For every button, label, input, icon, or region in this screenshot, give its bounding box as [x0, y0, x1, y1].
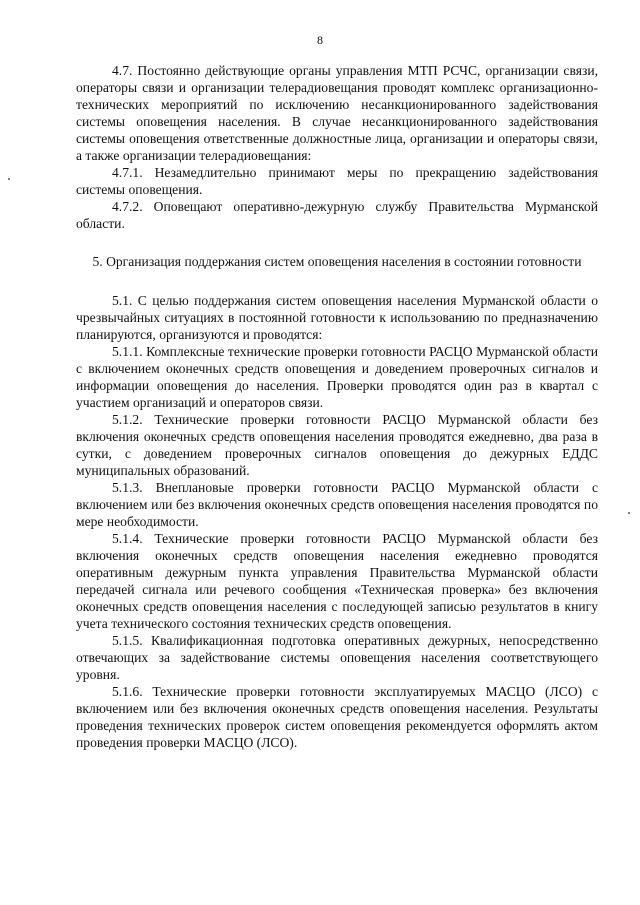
paragraph-5-1-1: 5.1.1. Комплексные технические проверки готовности РАСЦО Мурманской области с включением оконечных средств оповещения и доведением проверочных сигналов и информации оповещения до населения. Проверки проводятся один раз в квартал с участием организаций и операторов связи.: [76, 344, 598, 410]
page-number: 8: [317, 33, 323, 47]
paragraph-4-7-1: 4.7.1. Незамедлительно принимают меры по прекращению задействования системы оповещения.: [76, 165, 598, 197]
paragraph-5-1-4: 5.1.4. Технические проверки готовности РАСЦО Мурманской области без включения оконечных средств оповещения населения ежедневно проводятся оперативным дежурным пункта управления Правительства Мурманской области передачей сигнала или речевого сообщения «Техническая проверка» без включения оконечных средств оповещения населения с последующей записью результатов в книгу учета технического состояния технических средств оповещения.: [76, 531, 598, 631]
document-body: [76, 62, 598, 751]
section-5-heading: 5. Организация поддержания систем оповещения населения в состоянии готовности: [92, 254, 582, 269]
paragraph-5-1-6: 5.1.6. Технические проверки готовности эксплуатируемых МАСЦО (ЛСО) с включением или без включения оконечных средств оповещения населения. Результаты проведения технических проверок систем оповещения рекомендуется оформлять актом проведения проверки МАСЦО (ЛСО).: [76, 684, 598, 750]
scan-speck: [628, 512, 630, 514]
paragraph-4-7: 4.7. Постоянно действующие органы управления МТП РСЧС, организации связи, операторы связи и организации телерадиовещания проводят комплекс организационно-технических мероприятий по исключению несанкционированного задействования системы оповещения населения. В случае несанкционированного задействования системы оповещения ответственные должностные лица, организации и операторы связи, а также организации телерадиовещания:: [76, 63, 598, 163]
paragraph-4-7-2: 4.7.2. Оповещают оперативно-дежурную службу Правительства Мурманской области.: [76, 199, 598, 231]
scan-speck: [8, 178, 10, 180]
paragraph-5-1-3: 5.1.3. Внеплановые проверки готовности РАСЦО Мурманской области с включением или без включения оконечных средств оповещения населения проводятся по мере необходимости.: [76, 480, 598, 529]
paragraph-5-1-2: 5.1.2. Технические проверки готовности РАСЦО Мурманской области без включения оконечных средств оповещения населения проводятся ежедневно, два раза в сутки, с доведением проверочных сигналов оповещения до дежурных ЕДДС муниципальных образований.: [76, 412, 598, 478]
paragraph-5-1: 5.1. С целью поддержания систем оповещения населения Мурманской области о чрезвычайных ситуациях в постоянной готовности к использованию по предназначению планируются, организуются и проводятся:: [76, 293, 598, 342]
paragraph-5-1-5: 5.1.5. Квалификационная подготовка оперативных дежурных, непосредственно отвечающих за задействование системы оповещения населения соответствующего уровня.: [76, 633, 598, 682]
